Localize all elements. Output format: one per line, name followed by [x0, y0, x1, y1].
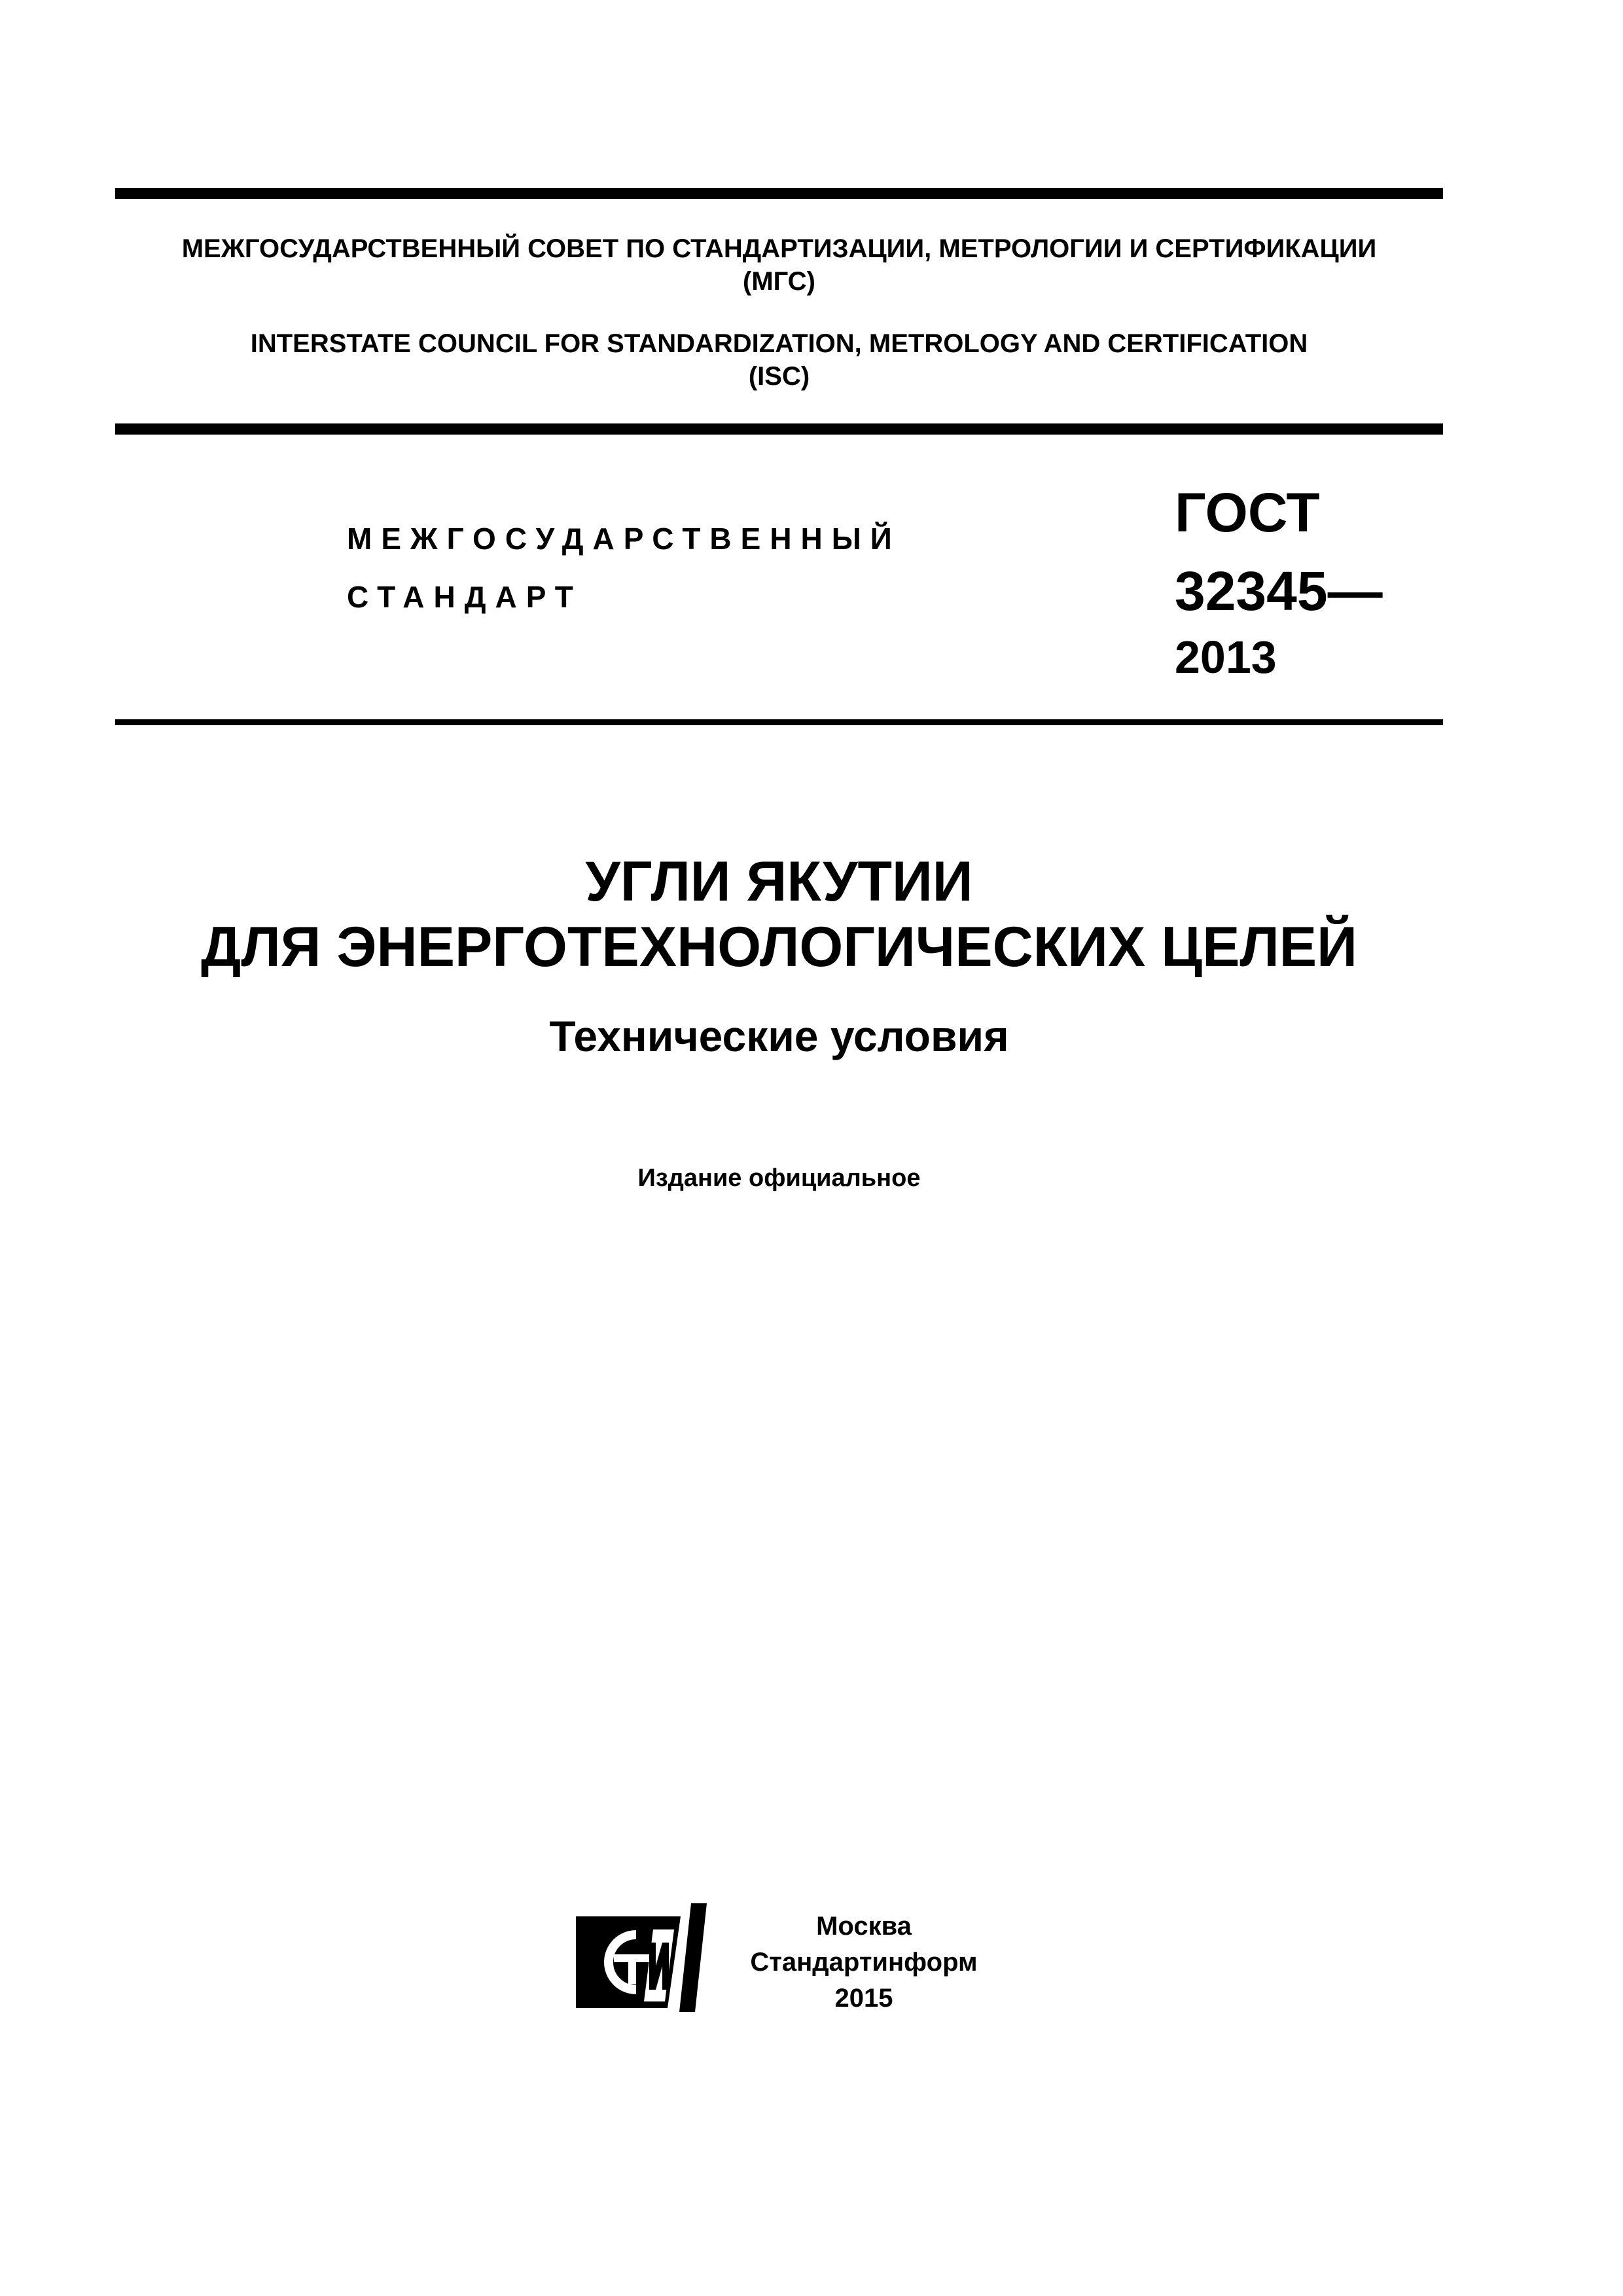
standard-kind-line1: МЕЖГОСУДАРСТВЕННЫЙ [347, 522, 901, 556]
standard-kind-line2: СТАНДАРТ [347, 580, 582, 614]
document-title-line1: УГЛИ ЯКУТИИ [585, 850, 973, 913]
gost-number: 32345— [1175, 560, 1383, 622]
gost-year: 2013 [1175, 632, 1277, 683]
standartinform-logo-icon [576, 1903, 707, 2012]
header-divider [115, 423, 1443, 435]
document-title-line2: ДЛЯ ЭНЕРГОТЕХНОЛОГИЧЕСКИХ ЦЕЛЕЙ [201, 916, 1357, 978]
publication-year: 2015 [834, 1984, 893, 2013]
edition-note: Издание официальное [637, 1164, 921, 1192]
publisher-city: Москва [816, 1912, 912, 1941]
document-subtitle: Технические условия [549, 1012, 1009, 1060]
top-divider [115, 188, 1443, 199]
council-name-en: INTERSTATE COUNCIL FOR STANDARDIZATION, METROLOGY AND CERTIFICATION [250, 329, 1308, 358]
designation-divider [115, 719, 1443, 725]
council-abbr-en: (ISC) [748, 362, 810, 391]
publisher-name: Стандартинформ [750, 1948, 978, 1977]
gost-label: ГОСТ [1175, 482, 1320, 543]
council-abbr-ru: (МГС) [743, 267, 815, 296]
council-name-ru: МЕЖГОСУДАРСТВЕННЫЙ СОВЕТ ПО СТАНДАРТИЗАЦИИ, МЕТРОЛОГИИ И СЕРТИФИКАЦИИ [181, 234, 1377, 263]
